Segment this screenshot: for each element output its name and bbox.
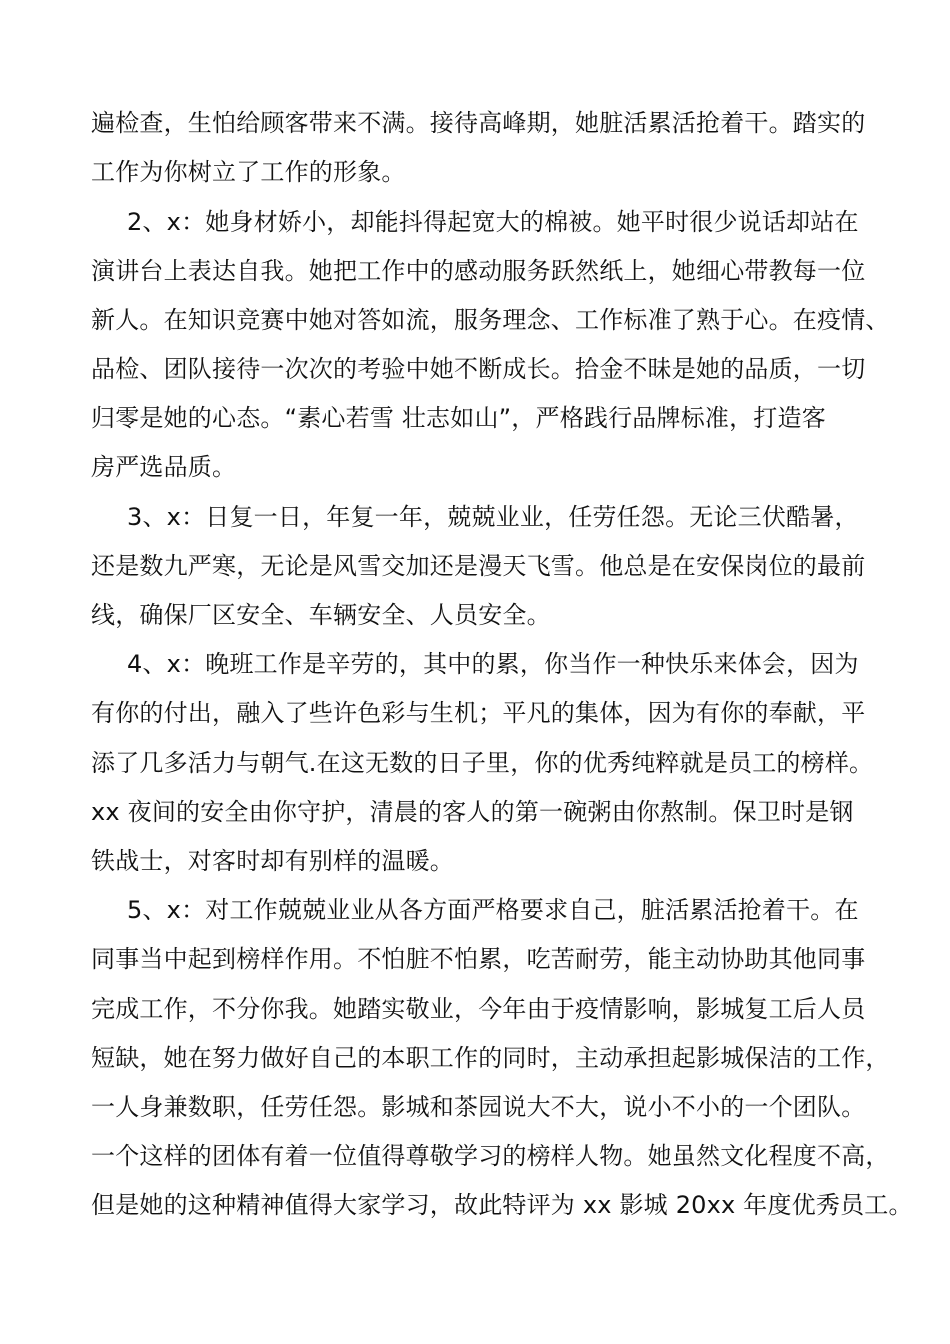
text-line: 有你的付出，融入了些许色彩与生机；平凡的集体，因为有你的奉献，平 bbox=[91, 699, 866, 727]
text-line: 还是数九严寒，无论是风雪交加还是漫天飞雪。他总是在安保岗位的最前 bbox=[91, 552, 866, 580]
text-line: 归零是她的心态。“素心若雪 壮志如山”，严格践行品牌标准，打造客 bbox=[91, 404, 826, 432]
paragraph-4-start: 4、x：晚班工作是辛劳的，其中的累，你当作一种快乐来体会，因为 bbox=[127, 650, 859, 678]
text-line: 短缺，她在努力做好自己的本职工作的同时，主动承担起影城保洁的工作， bbox=[91, 1044, 890, 1072]
text-line: xx 夜间的安全由你守护，清晨的客人的第一碗粥由你熬制。保卫时是钢 bbox=[91, 798, 854, 826]
text-line: 一个这样的团体有着一位值得尊敬学习的榜样人物。她虽然文化程度不高， bbox=[91, 1142, 890, 1170]
text-line: 线，确保厂区安全、车辆安全、人员安全。 bbox=[91, 601, 551, 629]
paragraph-3-start: 3、x：日复一日，年复一年，兢兢业业，任劳任怨。无论三伏酷暑， bbox=[127, 503, 859, 531]
text-line: 新人。在知识竞赛中她对答如流，服务理念、工作标准了熟于心。在疫情、 bbox=[91, 306, 890, 334]
text-line: 铁战士，对客时却有别样的温暖。 bbox=[91, 847, 454, 875]
paragraph-5-start: 5、x：对工作兢兢业业从各方面严格要求自己，脏活累活抢着干。在 bbox=[127, 896, 859, 924]
text-line: 一人身兼数职，任劳任怨。影城和茶园说大不大，说小不小的一个团队。 bbox=[91, 1093, 866, 1121]
text-line: 但是她的这种精神值得大家学习，故此特评为 xx 影城 20xx 年度优秀员工。 bbox=[91, 1191, 913, 1219]
text-line: 添了几多活力与朝气.在这无数的日子里，你的优秀纯粹就是员工的榜样。 bbox=[91, 749, 874, 777]
paragraph-2-start: 2、x：她身材娇小，却能抖得起宽大的棉被。她平时很少说话却站在 bbox=[127, 208, 859, 236]
text-line: 工作为你树立了工作的形象。 bbox=[91, 158, 406, 186]
text-line: 遍检查，生怕给顾客带来不满。接待高峰期，她脏活累活抢着干。踏实的 bbox=[91, 109, 866, 137]
text-line: 房严选品质。 bbox=[91, 453, 237, 481]
text-line: 演讲台上表达自我。她把工作中的感动服务跃然纸上，她细心带教每一位 bbox=[91, 257, 866, 285]
text-line: 同事当中起到榜样作用。不怕脏不怕累，吃苦耐劳，能主动协助其他同事 bbox=[91, 945, 866, 973]
text-line: 品检、团队接待一次次的考验中她不断成长。拾金不昧是她的品质，一切 bbox=[91, 355, 866, 383]
text-line: 完成工作，不分你我。她踏实敬业，今年由于疫情影响，影城复工后人员 bbox=[91, 995, 866, 1023]
